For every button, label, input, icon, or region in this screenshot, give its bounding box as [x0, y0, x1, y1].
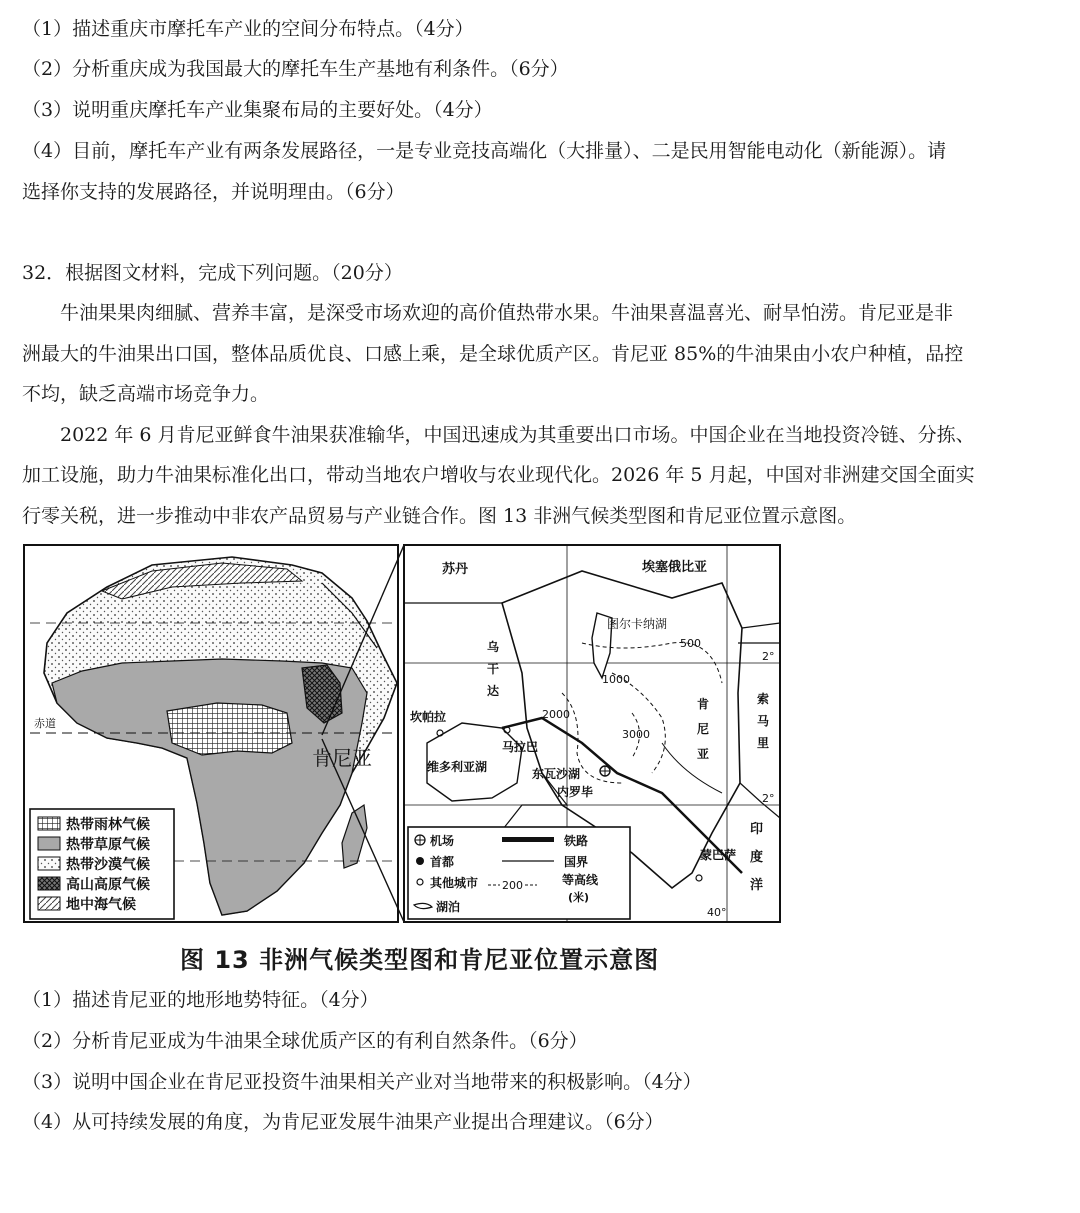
label-mombasa: 蒙巴萨	[700, 848, 737, 862]
capital-icon	[416, 857, 424, 865]
contour-2000: 2000	[542, 708, 570, 721]
paragraph-2-line-3: 行零关税，进一步推动中非农产品贸易与产业链合作。图 13 非洲气候类型图和肯尼亚位置示意图。	[22, 505, 857, 527]
africa-climate-map	[24, 545, 398, 922]
figure-13-svg	[22, 543, 784, 925]
label-kenya-1: 肯	[697, 697, 710, 711]
ocean-3: 洋	[750, 878, 764, 893]
label-kenya-2: 尼	[697, 722, 710, 736]
label-somalia-1: 索	[757, 692, 770, 706]
railway-icon	[502, 837, 554, 842]
lon-40: 40°	[707, 906, 727, 919]
figure-caption: 图 13 非洲气候类型图和肯尼亚位置示意图	[180, 946, 660, 974]
legend-contour: 等高线	[562, 873, 599, 887]
paragraph-2-line-2: 加工设施，助力牛油果标准化出口，带动当地农户增收与农业现代化。2026 年 5 月起，中国对非洲建交国全面实	[22, 464, 975, 486]
legend-swatch-highland	[38, 877, 60, 890]
sub-question-4: （4）从可持续发展的角度，为肯尼亚发展牛油果产业提出合理建议。（6分）	[22, 1111, 664, 1133]
ocean-1: 印	[750, 822, 764, 837]
label-nairobi: 内罗毕	[557, 785, 594, 799]
label-malaba: 马拉巴	[502, 740, 539, 754]
legend-contour-sample: 200	[502, 879, 523, 892]
legend-mediterranean: 地中海气候	[66, 897, 136, 913]
legend-rainforest: 热带雨林气候	[66, 817, 150, 833]
paragraph-2-line-1: 2022 年 6 月肯尼亚鲜食牛油果获准输华，中国迅速成为其重要出口市场。中国企业在当地投资冷链、分拣、	[60, 424, 975, 446]
contour-1000: 1000	[602, 673, 630, 686]
sub-question-1: （1）描述肯尼亚的地形地势特征。（4分）	[22, 989, 379, 1011]
prev-question-1: （1）描述重庆市摩托车产业的空间分布特点。（4分）	[22, 18, 474, 40]
label-uganda-2: 干	[487, 662, 500, 676]
label-somalia-3: 里	[757, 736, 770, 750]
legend-swatch-desert	[38, 857, 60, 870]
legend-railway: 铁路	[564, 834, 589, 848]
label-sudan: 苏丹	[442, 562, 469, 577]
contour-500: 500	[680, 637, 701, 650]
legend-capital: 首都	[430, 855, 455, 869]
legend-highland: 高山高原气候	[66, 877, 150, 893]
legend-contour-unit: (米)	[568, 891, 590, 904]
legend-swatch-mediterranean	[38, 897, 60, 910]
sub-question-3: （3）说明中国企业在肯尼亚投资牛油果相关产业对当地带来的积极影响。（4分）	[22, 1071, 702, 1093]
paragraph-1-line-1: 牛油果果肉细腻、营养丰富，是深受市场欢迎的高价值热带水果。牛油果喜温喜光、耐旱怕涝。肯尼亚是非	[60, 302, 954, 324]
lat-2s: 2°	[762, 792, 775, 805]
legend-city: 其他城市	[430, 876, 479, 890]
question-32-title: 32．根据图文材料，完成下列问题。（20分）	[22, 262, 403, 284]
label-lake-turkana: 图尔卡纳湖	[607, 617, 668, 631]
label-naivasha: 东瓦沙湖	[532, 767, 581, 781]
ocean-2: 度	[750, 850, 764, 865]
prev-question-2: （2）分析重庆成为我国最大的摩托车生产基地有利条件。（6分）	[22, 58, 569, 80]
label-lake-victoria: 维多利亚湖	[427, 760, 488, 774]
legend-swatch-savanna	[38, 837, 60, 850]
label-uganda-3: 达	[487, 684, 500, 698]
label-kenya-3: 亚	[697, 747, 710, 761]
legend-border: 国界	[564, 855, 589, 869]
map-legend	[408, 827, 630, 919]
prev-question-4: （4）目前，摩托车产业有两条发展路径，一是专业竞技高端化（大排量）、二是民用智能电动化（新能源）。请	[22, 140, 947, 162]
label-uganda-1: 乌	[487, 640, 500, 654]
prev-question-4-cont: 选择你支持的发展路径，并说明理由。（6分）	[22, 181, 405, 203]
label-ethiopia: 埃塞俄比亚	[642, 560, 708, 575]
lat-2n: 2°	[762, 650, 775, 663]
legend-lake: 湖泊	[436, 900, 461, 914]
legend-savanna: 热带草原气候	[66, 837, 150, 853]
prev-question-3: （3）说明重庆摩托车产业集聚布局的主要好处。（4分）	[22, 99, 493, 121]
paragraph-1-line-3: 不均，缺乏高端市场竞争力。	[22, 383, 270, 405]
contour-3000: 3000	[622, 728, 650, 741]
legend-swatch-rainforest	[38, 817, 60, 830]
sub-question-2: （2）分析肯尼亚成为牛油果全球优质产区的有利自然条件。（6分）	[22, 1030, 588, 1052]
legend-airport: 机场	[430, 834, 455, 848]
climate-legend	[30, 809, 174, 919]
kenya-label: 肯尼亚	[312, 746, 372, 770]
kenya-location-map	[404, 545, 780, 922]
equator-label: 赤道	[34, 717, 56, 730]
legend-desert: 热带沙漠气候	[66, 857, 150, 873]
figure-13	[22, 543, 784, 925]
label-somalia-2: 马	[757, 714, 770, 728]
label-kampala: 坎帕拉	[410, 710, 447, 724]
paragraph-1-line-2: 洲最大的牛油果出口国，整体品质优良、口感上乘，是全球优质产区。肯尼亚 85%的牛油果由小农户种植，品控	[22, 343, 964, 365]
